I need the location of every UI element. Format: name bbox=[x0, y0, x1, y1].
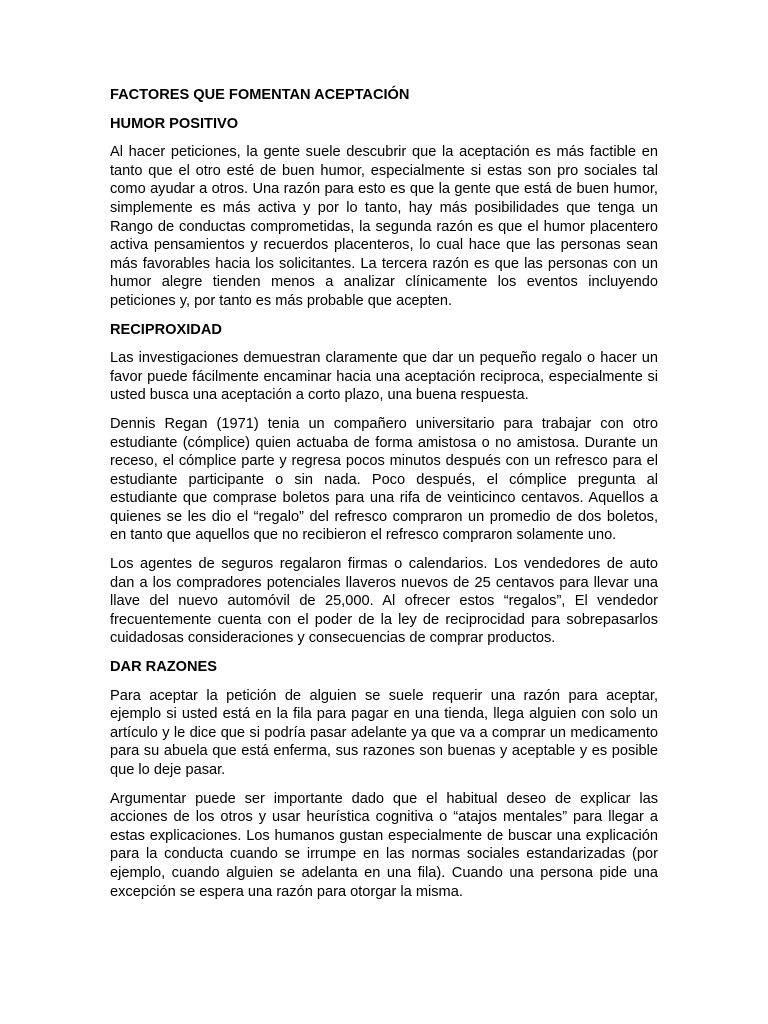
document-title: FACTORES QUE FOMENTAN ACEPTACIÓN bbox=[110, 87, 410, 103]
paragraph: Dennis Regan (1971) tenia un compañero universitario para trabajar con otro estudiante (cómplice) quien actuaba de forma amistosa o no amistosa. Durante un receso, el cómplice parte y regresa pocos minutos después con un refresco para el estudiante participante o sin nada. Poco después, el cómplice pregunta al estudiante que comprase boletos para una rifa de veinticinco centavos. Aquellos a quienes se les dio el “regalo” del refresco compraron un promedio de dos boletos, en tanto que aquellos que no recibieron el refresco compraron solamente uno. bbox=[110, 415, 658, 544]
section-heading-dar-razones: DAR RAZONES bbox=[110, 659, 218, 676]
document-page bbox=[110, 86, 658, 911]
paragraph: Para aceptar la petición de alguien se suele requerir una razón para aceptar, ejemplo si usted está en la fila para pagar en una tienda, llega alguien con solo un artículo y le dice que si podría pasar adelante ya que va a comprar un medicamento para su abuela que está enferma, sus razones son buenas y aceptable y es posible que lo deje pasar. bbox=[110, 687, 658, 778]
paragraph: Argumentar puede ser importante dado que el habitual deseo de explicar las acciones de los otros y usar heurística cognitiva o “atajos mentales” para llegar a estas explicaciones. Los humanos gustan especialmente de buscar una explicación para la conducta cuando se irrumpe en las normas sociales estandarizadas (por ejemplo, cuando alguien se adelanta en una fila). Cuando una persona pide una excepción se espera una razón para otorgar la misma. bbox=[110, 790, 658, 900]
paragraph: Las investigaciones demuestran claramente que dar un pequeño regalo o hacer un favor puede fácilmente encaminar hacia una aceptación reciproca, especialmente si usted busca una aceptación a corto plazo, una buena respuesta. bbox=[110, 350, 658, 404]
section-heading-reciproxidad: RECIPROXIDAD bbox=[110, 321, 222, 338]
section-heading-humor-positivo: HUMOR POSITIVO bbox=[110, 115, 239, 132]
paragraph: Los agentes de seguros regalaron firmas o calendarios. Los vendedores de auto dan a los compradores potenciales llaveros nuevos de 25 centavos para llevar una llave del nuevo automóvil de 25,000. Al ofrecer estos “regalos”, El vendedor frecuentemente cuenta con el poder de la ley de reciprocidad para sobrepasarlos cuidadosas consideraciones y consecuencias de comprar productos. bbox=[110, 556, 658, 647]
paragraph: Al hacer peticiones, la gente suele descubrir que la aceptación es más factible en tanto que el otro esté de buen humor, especialmente si estas son pro sociales tal como ayudar a otros. Una razón para esto es que la gente que está de buen humor, simplemente es más activa y por lo tanto, hay más posibilidades que tenga un Rango de conductas comprometidas, la segunda razón es que el humor placentero activa pensamientos y recuerdos placenteros, lo cual hace que las personas sean más favorables hacia los solicitantes. La tercera razón es que las personas con un humor alegre tienden menos a analizar clínicamente los eventos incluyendo peticiones y, por tanto es más probable que acepten. bbox=[110, 144, 658, 309]
